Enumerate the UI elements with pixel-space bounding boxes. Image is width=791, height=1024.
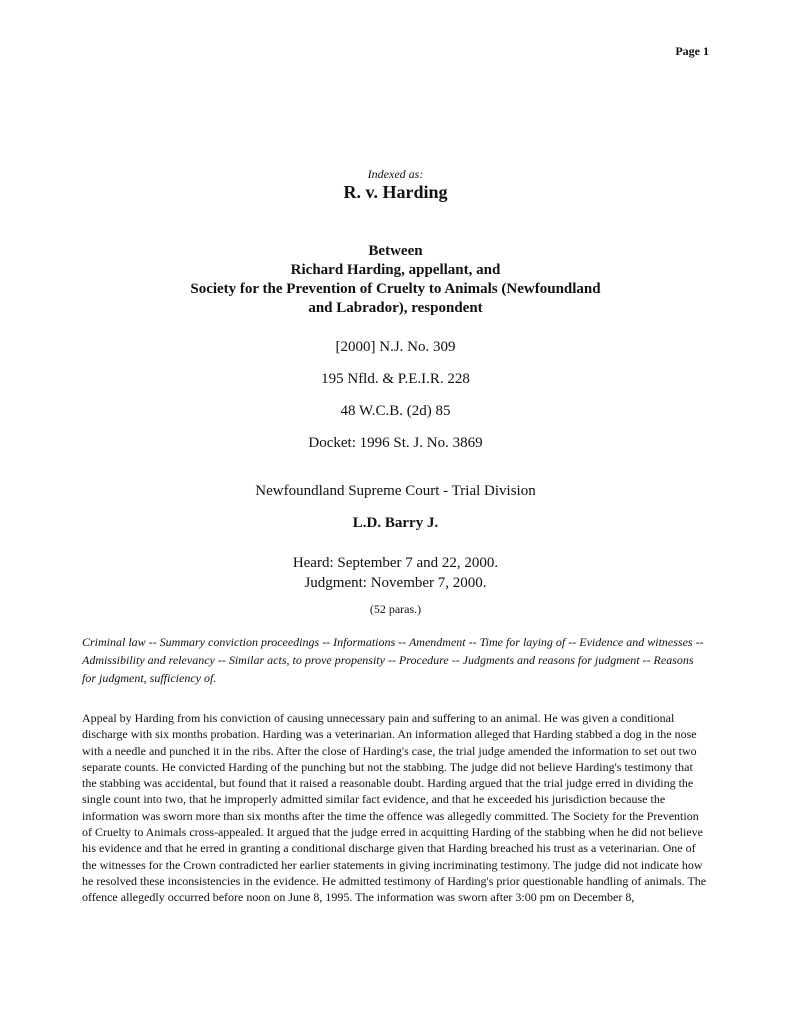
docket-number: Docket: 1996 St. J. No. 3869 — [308, 435, 483, 451]
catchwords: Criminal law -- Summary conviction proceedings -- Informations -- Amendment -- Time for laying of -- Evidence and witnesses -- Admissibility and relevancy -- Similar acts, to prove propensity -- Procedure -- Judgments and reasons for judgment -- Reasons for judgment, sufficiency of. — [82, 635, 704, 685]
neutral-citation: [2000] N.J. No. 309 — [335, 339, 456, 355]
parties-block — [0, 242, 791, 318]
judgment-date: Judgment: November 7, 2000. — [304, 575, 487, 591]
page-number: Page 1 — [675, 44, 709, 58]
case-summary: Appeal by Harding from his conviction of causing unnecessary pain and suffering to an animal. He was given a conditional discharge with six months probation. Harding was a veterinarian. An information alleged that Harding stabbed a dog in the nose with a needle and punched it in the ribs. After the close of Harding's case, the trial judge amended the information to set out two separate counts. He convicted Harding of the punching but not the stabbing. The judge did not believe Harding's testimony that the stabbing was accidental, but found that it raised a reasonable doubt. Harding argued that the trial judge erred in dividing the single count into two, that he improperly admitted similar fact evidence, and that he exceeded his jurisdiction because the information was sworn more than six months after the time the offence was allegedly committed. The Society for the Prevention of Cruelty to Animals cross-appealed. It argued that the judge erred in acquitting Harding of the stabbing when he did not believe his evidence and that he erred in granting a conditional discharge given that Harding breached his trust as a veterinarian. One of the witnesses for the Crown contradicted her earlier statements in giving incriminating testimony. The judge did not indicate how he resolved these inconsistencies in the evidence. He admitted testimony of Harding's prior questionable handling of animals. The offence allegedly occurred before noon on June 8, 1995. The information was sworn after 3:00 pm on December 8, — [82, 711, 707, 905]
paragraph-count: (52 paras.) — [369, 602, 422, 616]
indexed-as-label: Indexed as: — [367, 167, 424, 181]
reporter-citation: 195 Nfld. & P.E.I.R. 228 — [321, 371, 470, 387]
parties-line: Between — [368, 243, 423, 259]
case-title: R. v. Harding — [343, 182, 448, 202]
parties-line: Richard Harding, appellant, and — [290, 262, 501, 278]
heard-date: Heard: September 7 and 22, 2000. — [292, 555, 499, 571]
parties-line: Society for the Prevention of Cruelty to Animals (Newfoundland — [190, 281, 601, 297]
reporter-citation: 48 W.C.B. (2d) 85 — [340, 403, 451, 419]
parties-line: and Labrador), respondent — [308, 300, 483, 316]
hearing-dates — [0, 553, 791, 593]
judge-name: L.D. Barry J. — [352, 515, 439, 531]
court-name: Newfoundland Supreme Court - Trial Division — [255, 483, 536, 499]
